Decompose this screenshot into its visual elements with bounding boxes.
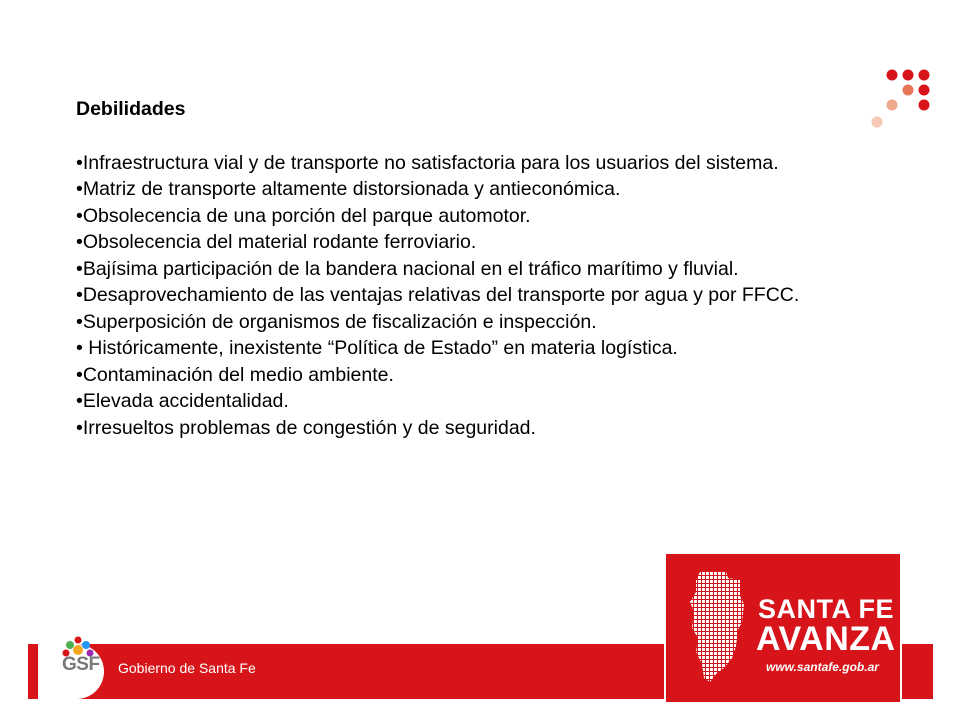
bullet-item: •Matriz de transporte altamente distorsionada y antieconómica. [76,178,621,200]
bullet-item: •Superposición de organismos de fiscalización e inspección. [76,310,597,333]
santa-fe-avanza-badge [664,552,902,704]
badge-title-line1: SANTA FE [758,594,894,624]
content-block [76,96,888,441]
gsf-logo-text: GSF [62,654,100,675]
bullet-item: •Desaprovechamiento de las ventajas relativas del transporte por agua y por FFCC. [76,284,800,306]
bullet-item: •Infraestructura vial y de transporte no satisfactoria para los usuarios del sistema. [76,151,779,174]
bullet-item: •Elevada accidentalidad. [76,390,289,412]
badge-url: www.santafe.gob.ar [766,660,879,674]
bullet-item: •Obsolecencia de una porción del parque automotor. [76,204,531,227]
bullet-list [76,150,888,442]
badge-title-line2: AVANZA [756,620,896,658]
bullet-item: •Contaminación del medio ambiente. [76,363,394,386]
bullet-item: • Históricamente, inexistente “Política de Estado” en materia logística. [76,337,678,359]
government-name: Gobierno de Santa Fe [118,660,256,676]
province-map-icon [682,568,752,686]
bullet-item: •Irresueltos problemas de congestión y de seguridad. [76,416,536,439]
slide-heading: Debilidades [76,98,186,120]
bullet-item: •Obsolecencia del material rodante ferroviario. [76,231,477,253]
bullet-item: •Bajísima participación de la bandera nacional en el tráfico marítimo y fluvial. [76,257,739,280]
